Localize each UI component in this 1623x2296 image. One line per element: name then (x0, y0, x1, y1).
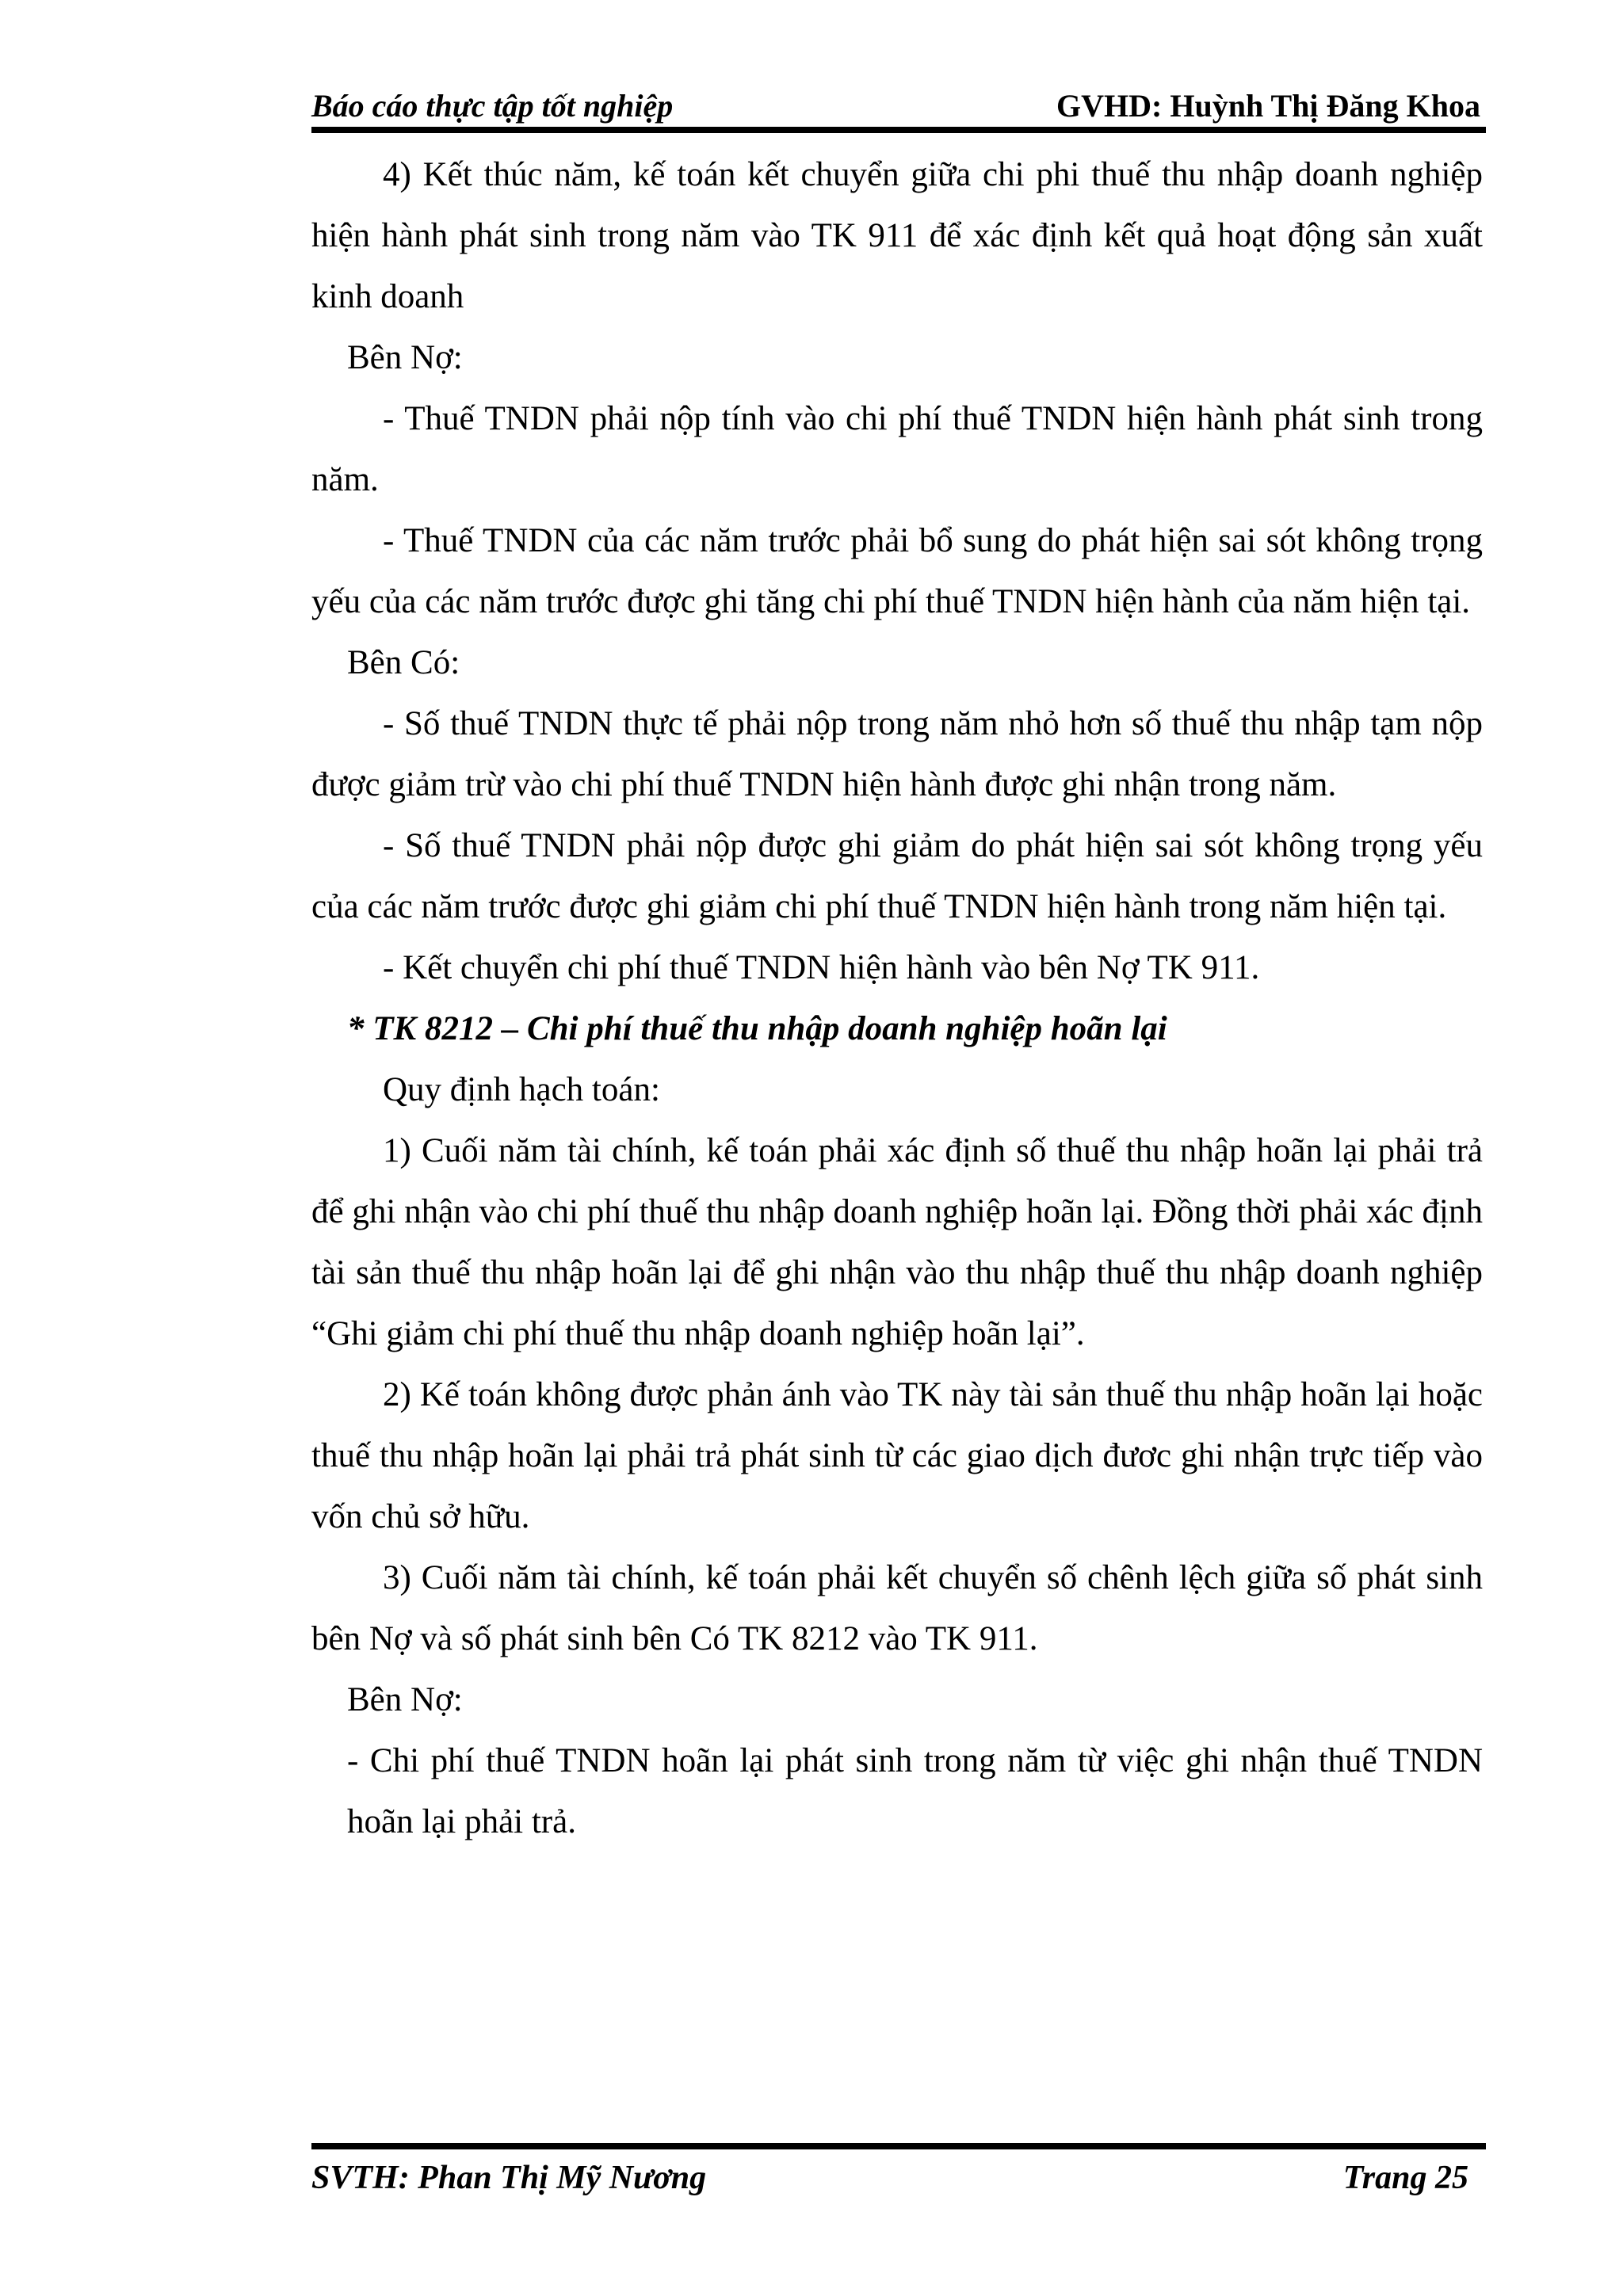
page-header (311, 82, 1480, 130)
credit-heading: Bên Có: (347, 644, 460, 681)
section-heading-tk8212: * TK 8212 – Chi phí thuế thu nhập doanh nghiệp hoãn lại (347, 1010, 1167, 1047)
credit-item-3: - Kết chuyển chi phí thuế TNDN hiện hành vào bên Nợ TK 911. (383, 949, 1260, 986)
accounting-rules-heading: Quy định hạch toán: (383, 1071, 660, 1108)
debit-heading-2: Bên Nợ: (347, 1681, 463, 1718)
debit-item-1: - Thuế TNDN phải nộp tính vào chi phí thuế TNDN hiện hành phát sinh trong năm. (311, 400, 1483, 498)
report-title: Báo cáo thực tập tốt nghiệp (311, 88, 674, 124)
document-body (311, 144, 1483, 1852)
student-name: SVTH: Phan Thị Mỹ Nương (311, 2160, 707, 2196)
credit-item-2: - Số thuế TNDN phải nộp được ghi giảm do phát hiện sai sót không trọng yếu của các năm trước được ghi giảm chi phí thuế TNDN hiện hành trong năm hiện tại. (311, 827, 1483, 925)
header-divider (311, 127, 1486, 133)
paragraph-item-4: 4) Kết thúc năm, kế toán kết chuyển giữa chi phi thuế thu nhập doanh nghiệp hiện hành phát sinh trong năm vào TK 911 để xác định kết quả hoạt động sản xuất kinh doanh (311, 156, 1483, 315)
page-number: Trang 25 (1342, 2160, 1468, 2196)
footer-divider (311, 2143, 1486, 2149)
rule-item-2: 2) Kế toán không được phản ánh vào TK này tài sản thuế thu nhập hoãn lại hoặc thuế thu nhập hoãn lại phải trả phát sinh từ các giao dịch đươc ghi nhận trực tiếp vào vốn chủ sở hữu. (311, 1376, 1483, 1535)
rule-item-3: 3) Cuối năm tài chính, kế toán phải kết chuyển số chênh lệch giữa số phát sinh bên Nợ và số phát sinh bên Có TK 8212 vào TK 911. (311, 1559, 1483, 1657)
rule-item-1: 1) Cuối năm tài chính, kế toán phải xác định số thuế thu nhập hoãn lại phải trả để ghi nhận vào chi phí thuế thu nhập doanh nghiệp hoãn lại. Đồng thời phải xác định tài sản thuế thu nhập hoãn lại để ghi nhận vào thu nhập thuế thu nhập doanh nghiệp “Ghi giảm chi phí thuế thu nhập doanh nghiệp hoãn lại”. (311, 1132, 1483, 1352)
supervisor-name: GVHD: Huỳnh Thị Đăng Khoa (1056, 88, 1480, 124)
debit-item-2: - Thuế TNDN của các năm trước phải bổ sung do phát hiện sai sót không trọng yếu của các năm trước được ghi tăng chi phí thuế TNDN hiện hành của năm hiện tại. (311, 522, 1483, 620)
credit-item-1: - Số thuế TNDN thực tế phải nộp trong năm nhỏ hơn số thuế thu nhập tạm nộp được giảm trừ vào chi phí thuế TNDN hiện hành được ghi nhận trong năm. (311, 705, 1483, 803)
debit-item-3: - Chi phí thuế TNDN hoãn lại phát sinh trong năm từ việc ghi nhận thuế TNDN hoãn lại phải trả. (347, 1742, 1483, 1840)
debit-heading: Bên Nợ: (347, 339, 463, 376)
page-footer (311, 2159, 1468, 2206)
